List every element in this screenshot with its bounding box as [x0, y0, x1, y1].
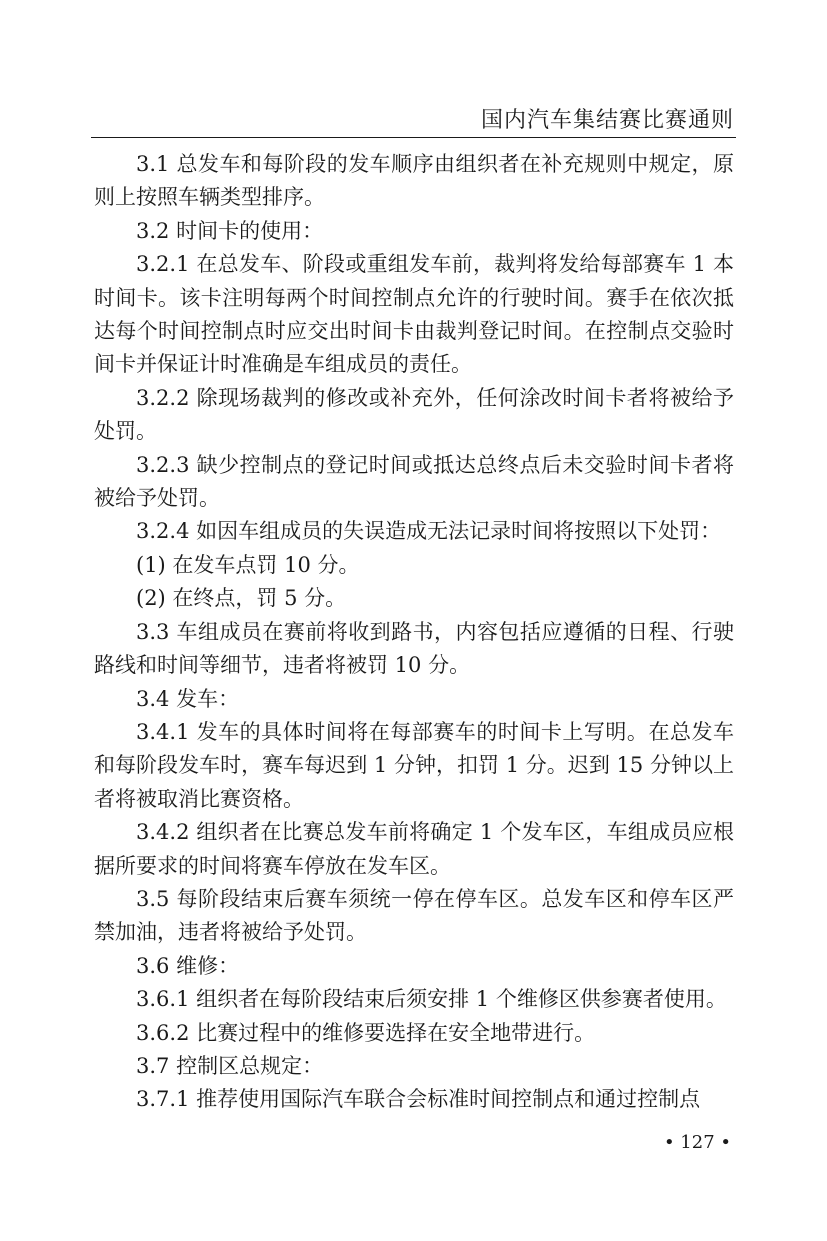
body-text [94, 148, 734, 1117]
paragraph-3-2: 3.2 时间卡的使用： [136, 218, 324, 243]
running-header-title: 国内汽车集结赛比赛通则 [480, 108, 734, 133]
paragraph-3-6-1: 3.6.1 组织者在每阶段结束后须安排 1 个维修区供参赛者使用。 [136, 987, 727, 1012]
paragraph-3-1: 3.1 总发车和每阶段的发车顺序由组织者在补充规则中规定，原则上按照车辆类型排序。 [94, 152, 734, 210]
page-number: • 127 • [663, 1132, 731, 1153]
list-item-2: (2) 在终点，罚 5 分。 [136, 586, 347, 611]
paragraph-3-4-1: 3.4.1 发车的具体时间将在每部赛车的时间卡上写明。在总发车和每阶段发车时，赛车每迟到 1 分钟，扣罚 1 分。迟到 15 分钟以上者将被取消比赛资格。 [94, 719, 734, 811]
paragraph-3-7-1: 3.7.1 推荐使用国际汽车联合会标准时间控制点和通过控制点 [136, 1087, 701, 1112]
paragraph-3-6: 3.6 维修： [136, 953, 240, 978]
header-rule [91, 137, 736, 138]
paragraph-3-7: 3.7 控制区总规定： [136, 1053, 324, 1078]
paragraph-3-2-3: 3.2.3 缺少控制点的登记时间或抵达总终点后未交验时间卡者将被给予处罚。 [94, 452, 734, 511]
paragraph-3-4: 3.4 发车： [136, 686, 240, 711]
paragraph-3-5: 3.5 每阶段结束后赛车须统一停在停车区。总发车区和停车区严禁加油，违者将被给予处罚。 [94, 886, 734, 945]
paragraph-3-6-2: 3.6.2 比赛过程中的维修要选择在安全地带进行。 [136, 1020, 596, 1045]
paragraph-3-2-1: 3.2.1 在总发车、阶段或重组发车前，裁判将发给每部赛车 1 本时间卡。该卡注明每两个时间控制点允许的行驶时间。赛手在依次抵达每个时间控制点时应交出时间卡由裁判登记时间。在控制点交验时间卡并保证计时准确是车组成员的责任。 [94, 252, 734, 377]
paragraph-3-2-4: 3.2.4 如因车组成员的失误造成无法记录时间将按照以下处罚： [136, 519, 722, 544]
paragraph-3-2-2: 3.2.2 除现场裁判的修改或补充外，任何涂改时间卡者将被给予处罚。 [94, 385, 734, 444]
list-item-1: (1) 在发车点罚 10 分。 [136, 552, 360, 577]
paragraph-3-4-2: 3.4.2 组织者在比赛总发车前将确定 1 个发车区，车组成员应根据所要求的时间将赛车停放在发车区。 [94, 820, 734, 878]
paragraph-3-3: 3.3 车组成员在赛前将收到路书，内容包括应遵循的日程、行驶路线和时间等细节，违者将被罚 10 分。 [94, 619, 734, 678]
